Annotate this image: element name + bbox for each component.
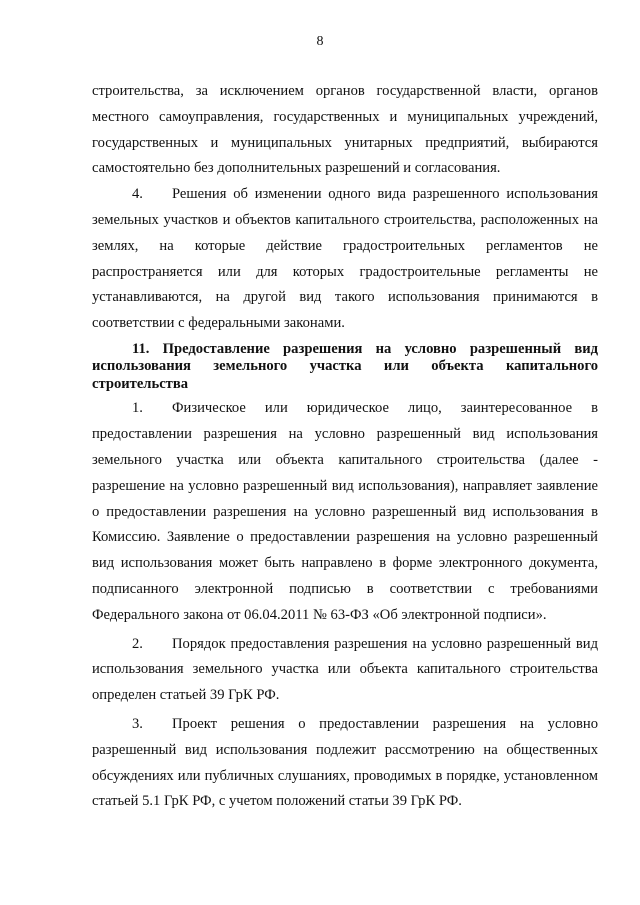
- paragraph-number: 3.: [132, 716, 143, 733]
- paragraph-text: Физическое или юридическое лицо, заинтересованное в предоставлении разрешения на условно разрешенный вид использования земельного участка или объекта капитального строительства (далее - разрешение на условно разрешенный вид использования), направляет заявление о предоставлении разрешения на условно разрешенный вид использования в Комиссию. Заявление о предоставлении разрешения на условно разрешенный вид использования может быть направлено в форме электронного документа, подписанного электронной подписью в соответствии с требованиями Федерального закона от 06.04.2011 № 63-ФЗ «Об электронной подписи».: [92, 400, 598, 623]
- paragraph-number: 4.: [132, 186, 143, 203]
- paragraph-continuation: [92, 79, 598, 182]
- paragraph-number: 2.: [132, 635, 143, 652]
- section-paragraph-1: [92, 396, 598, 628]
- paragraph-item-4: [92, 182, 598, 337]
- section-heading: 11. Предоставление разрешения на условно разрешенный вид использования земельного участка или объекта капитального строительства: [92, 340, 598, 392]
- page-number: 8: [316, 34, 324, 49]
- paragraph-text: Решения об изменении одного вида разрешенного использования земельных участков и объектов капитального строительства, расположенных на землях, на которые действие градостроительных регламентов не распространяется или для которых градостроительные регламенты не устанавливаются, на другой вид такого использования принимаются в соответствии с федеральными законами.: [92, 186, 598, 332]
- paragraph-text: Проект решения о предоставлении разрешения на условно разрешенный вид использования подлежит рассмотрению на общественных обсуждениях или публичных слушаниях, проводимых в порядке, установленном статьей 5.1 ГрК РФ, с учетом положений статьи 39 ГрК РФ.: [92, 716, 598, 810]
- paragraph-text: строительства, за исключением органов государственной власти, органов местного самоуправления, государственных и муниципальных учреждений, государственных и муниципальных унитарных предприятий, выбираются самостоятельно без дополнительных разрешений и согласования.: [92, 83, 598, 177]
- paragraph-number: 1.: [132, 400, 143, 417]
- section-paragraph-2: [92, 632, 598, 709]
- paragraph-text: Порядок предоставления разрешения на условно разрешенный вид использования земельного участка или объекта капитального строительства определен статьей 39 ГрК РФ.: [92, 635, 598, 704]
- document-body: [92, 79, 598, 815]
- section-paragraph-3: [92, 712, 598, 815]
